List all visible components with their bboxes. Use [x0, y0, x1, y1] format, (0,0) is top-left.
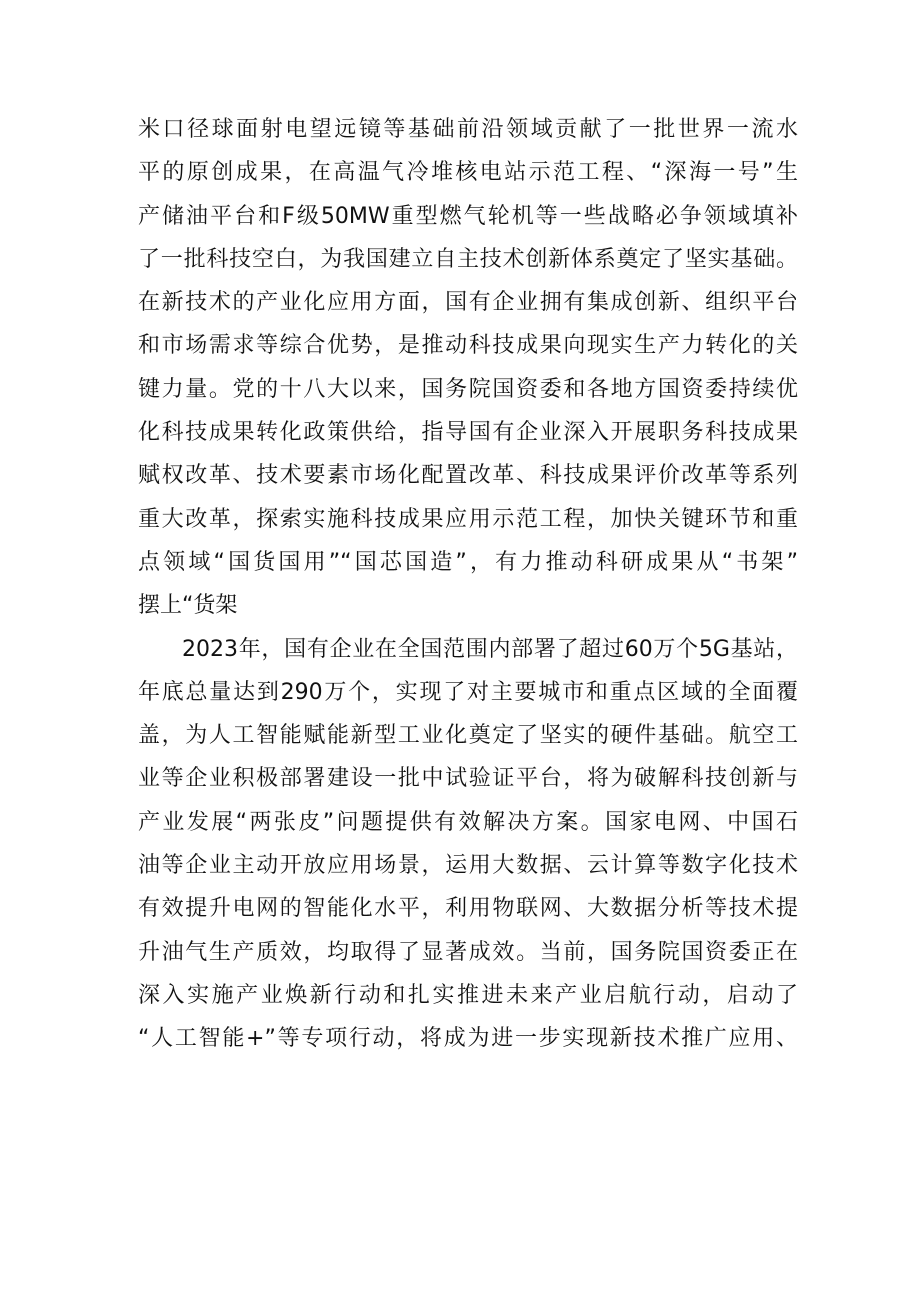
text-line: 升油气生产质效，均取得了显著成效。当前，国务院国资委正在 — [138, 939, 798, 965]
paragraph-1 — [138, 108, 798, 628]
text-line: 了一批科技空白，为我国建立自主技术创新体系奠定了坚实基础。 — [138, 246, 798, 272]
text-line: 和市场需求等综合优势，是推动科技成果向现实生产力转化的关 — [138, 333, 798, 359]
text-line: 年底总量达到290万个，实现了对主要城市和重点区域的全面覆 — [138, 679, 798, 705]
body-text — [138, 108, 798, 1061]
text-line: 平的原创成果，在高温气冷堆核电站示范工程、“深海一号”生 — [138, 160, 798, 186]
text-line: 2023年，国有企业在全国范围内部署了超过60万个5G基站， — [182, 636, 798, 662]
text-line: 摆上“货架 — [138, 593, 238, 619]
text-line: 深入实施产业焕新行动和扎实推进未来产业启航行动，启动了 — [138, 982, 798, 1008]
paragraph-2 — [138, 628, 798, 1061]
text-line: 重大改革，探索实施科技成果应用示范工程，加快关键环节和重 — [138, 506, 798, 532]
text-line: 米口径球面射电望远镜等基础前沿领域贡献了一批世界一流水 — [138, 117, 798, 142]
text-line: 有效提升电网的智能化水平，利用物联网、大数据分析等技术提 — [138, 896, 798, 922]
text-line: “人工智能+”等专项行动，将成为进一步实现新技术推广应用、 — [138, 1026, 798, 1052]
text-line: 业等企业积极部署建设一批中试验证平台，将为破解科技创新与 — [138, 766, 798, 792]
text-line: 盖，为人工智能赋能新型工业化奠定了坚实的硬件基础。航空工 — [138, 723, 798, 749]
text-line: 油等企业主动开放应用场景，运用大数据、云计算等数字化技术 — [138, 853, 798, 879]
text-line: 点领域“国货国用”“国芯国造”，有力推动科研成果从“书架” — [138, 549, 798, 575]
text-line: 产储油平台和F级50MW重型燃气轮机等一些战略必争领域填补 — [138, 203, 798, 229]
text-line: 在新技术的产业化应用方面，国有企业拥有集成创新、组织平台 — [138, 290, 798, 316]
text-line: 赋权改革、技术要素市场化配置改革、科技成果评价改革等系列 — [138, 463, 798, 489]
text-line: 产业发展“两张皮”问题提供有效解决方案。国家电网、中国石 — [138, 809, 798, 835]
text-line: 化科技成果转化政策供给，指导国有企业深入开展职务科技成果 — [138, 420, 798, 446]
text-line: 键力量。党的十八大以来，国务院国资委和各地方国资委持续优 — [138, 376, 798, 402]
